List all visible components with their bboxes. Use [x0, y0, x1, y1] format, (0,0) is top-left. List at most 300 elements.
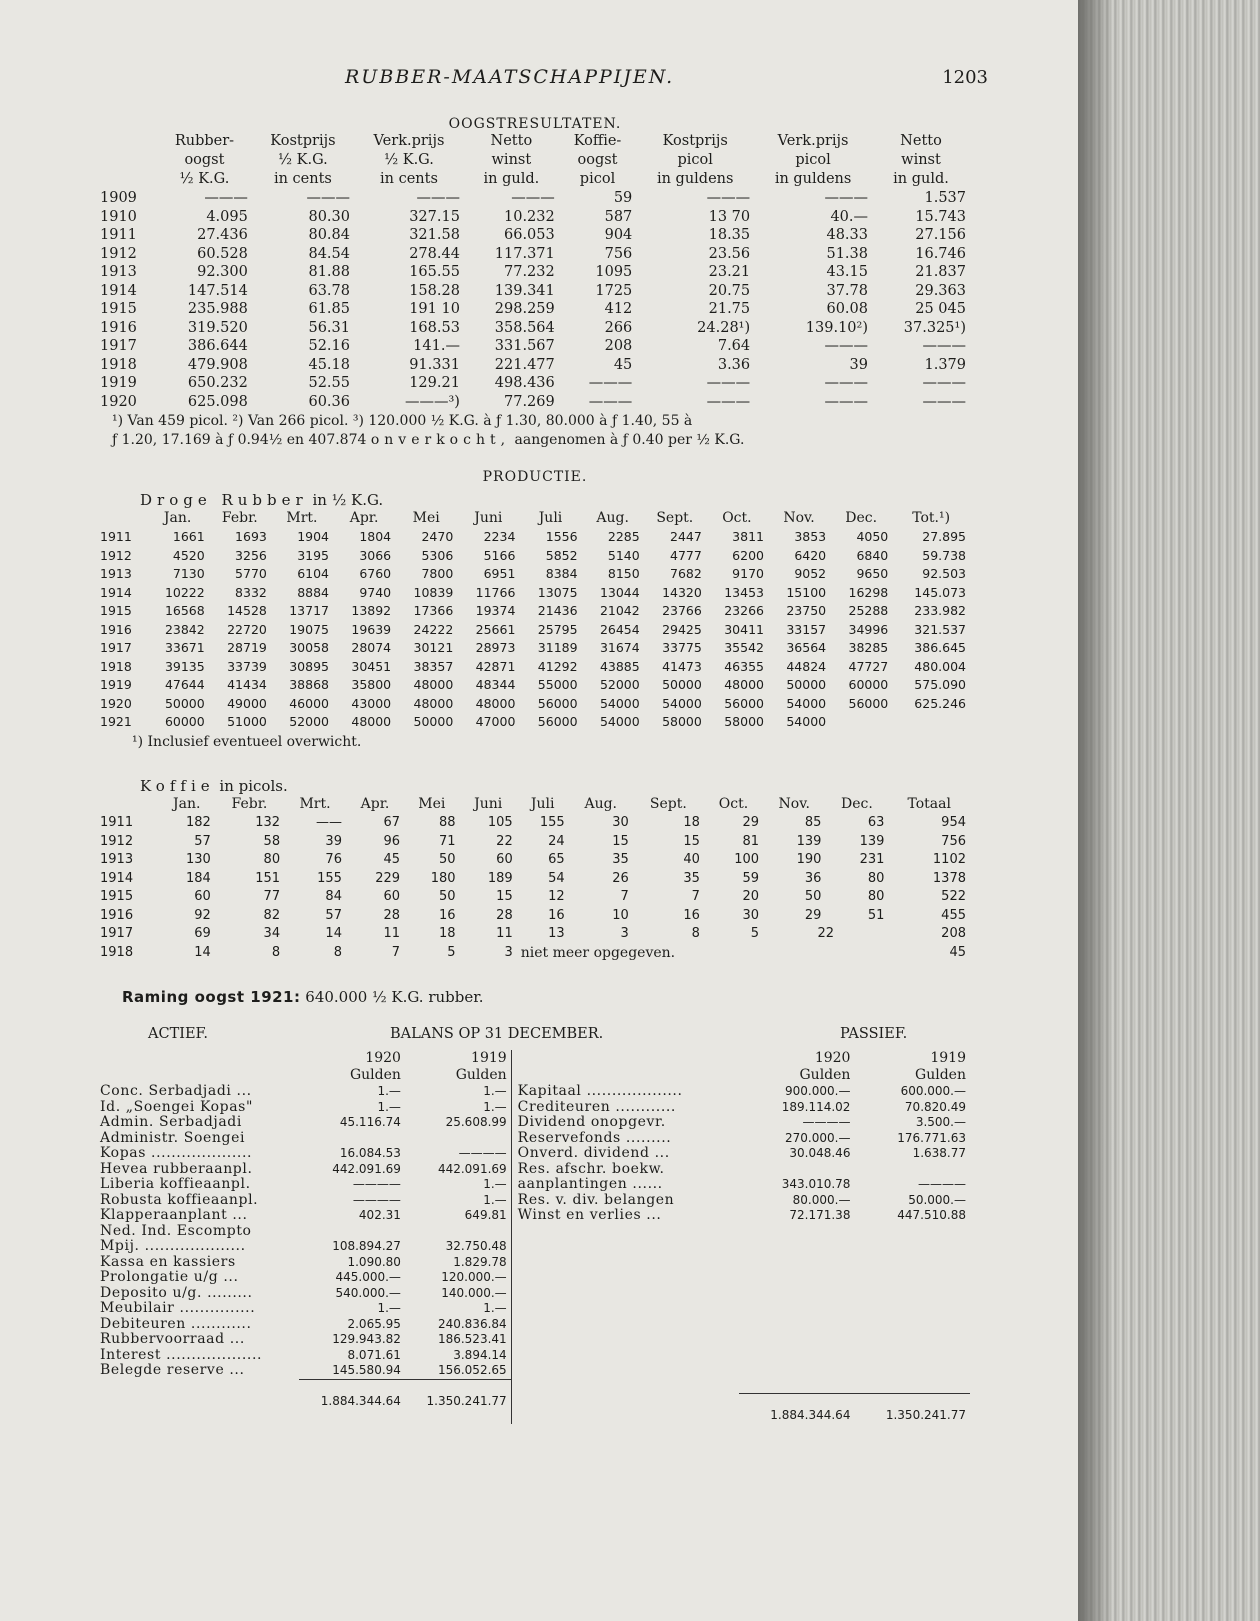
- productie-cell: 5166: [483, 547, 516, 563]
- oogst-cell: 60.36: [308, 393, 350, 410]
- koffie-cell: 13: [548, 926, 565, 941]
- actief-row: [100, 1224, 511, 1240]
- actief-label: Liberia koffieaanpl.: [100, 1176, 251, 1192]
- oogst-column-header: winst: [901, 152, 941, 168]
- koffie-cell: 11: [383, 926, 401, 941]
- koffie-year: 1915: [100, 889, 134, 904]
- actief-row: [100, 1270, 511, 1286]
- koffie-row: [100, 833, 970, 852]
- oogst-cell: 650.232: [187, 375, 248, 391]
- productie-cell: 58000: [724, 714, 764, 729]
- productie-cell: 23766: [662, 603, 702, 618]
- productie-cell: 19374: [475, 603, 516, 618]
- oogst-cell: 1.537: [924, 190, 966, 206]
- productie-cell: 23266: [724, 603, 764, 618]
- productie-cell: 2470: [421, 529, 454, 544]
- productie-cell: 30058: [289, 640, 329, 655]
- koffie-subtitle-spaced: Koffie: [140, 777, 215, 795]
- productie-column-header: Nov.: [783, 510, 815, 526]
- productie-cell: 48000: [413, 695, 454, 711]
- actief-value-1920: 16.084.53: [339, 1146, 401, 1160]
- productie-cell: 13044: [599, 584, 640, 600]
- passief-value-1919: [854, 1162, 970, 1178]
- actief-value-1919: 186.523.41: [437, 1332, 507, 1346]
- oogst-cell: 23.56: [708, 245, 751, 262]
- productie-cell: 2234: [483, 529, 516, 544]
- oogst-footnote-line2-a: ƒ 1.20, 17.169 à ƒ 0.94½ en 407.874: [112, 431, 367, 448]
- actief-row: [100, 1332, 511, 1348]
- productie-row: [100, 584, 970, 603]
- koffie-cell: 35: [612, 852, 629, 867]
- oogst-column-header: Netto: [900, 133, 942, 149]
- oogst-cell: ———: [824, 338, 868, 354]
- actief-value-1920: 129.943.82: [332, 1332, 401, 1346]
- oogst-cell: 59: [613, 190, 633, 206]
- koffie-cell: 60: [496, 852, 513, 867]
- productie-year: 1916: [100, 621, 132, 637]
- oogst-cell: 168.53: [409, 319, 460, 336]
- actief-value-1920: 1.—: [377, 1099, 401, 1114]
- koffie-table-body: [100, 814, 970, 925]
- actief-row: [100, 1115, 511, 1131]
- oogst-cell: 235.988: [187, 301, 248, 317]
- oogst-cell: 60.08: [826, 301, 868, 317]
- koffie-cell: 139: [796, 833, 822, 849]
- oogst-footnote-line1: ¹) Van 459 picol. ²) Van 266 picol. ³) 120.000 ½ K.G. à ƒ 1.30, 80.000 à ƒ 1.40, 55 à: [112, 413, 693, 429]
- productie-row: [100, 639, 970, 658]
- productie-subtitle-spaced: Droge Rubber: [140, 491, 308, 509]
- productie-cell: 26454: [599, 621, 640, 637]
- actief-value-1919: 25.608.99: [445, 1115, 507, 1129]
- actief-row: [100, 1301, 511, 1317]
- oogst-year: 1913: [100, 264, 137, 280]
- raming-label: Raming oogst 1921:: [122, 988, 301, 1006]
- actief-label: Deposito u/g. .........: [100, 1284, 253, 1301]
- koffie-cell: 50: [804, 889, 822, 904]
- oogst-column-header: Verk.prijs: [373, 133, 445, 149]
- oogst-cell: 37.325¹): [903, 319, 966, 336]
- actief-label: ACTIEF.: [148, 1026, 208, 1042]
- oogst-cell: 25 045: [915, 301, 966, 317]
- oogst-column-header: [100, 151, 157, 170]
- koffie-cell: 3: [620, 926, 629, 941]
- productie-column-header: Mrt.: [286, 510, 318, 526]
- productie-cell: 3066: [359, 547, 392, 563]
- koffie-column-header: Jan.: [173, 796, 201, 812]
- koffie-cell: 26: [612, 870, 629, 886]
- koffie-column-header: Juni: [474, 796, 503, 812]
- productie-cell: 16568: [164, 603, 205, 618]
- koffie-cell: 8: [271, 944, 281, 960]
- koffie-row-1917: [100, 925, 970, 944]
- raming: [122, 988, 970, 1006]
- oogst-cell: 1095: [595, 264, 633, 280]
- oogst-row: [100, 356, 970, 375]
- koffie-cell: 80: [263, 852, 281, 867]
- productie-cell: 19639: [351, 621, 392, 637]
- oogst-column-header: in cents: [273, 171, 332, 187]
- oogst-cell: 1725: [595, 282, 633, 299]
- actief-year-1920: 1920: [365, 1050, 401, 1066]
- passief-value-1920: [739, 1162, 855, 1178]
- productie-cell: 35542: [724, 640, 764, 655]
- actief-unit-1919: Gulden: [455, 1067, 507, 1083]
- koffie-subtitle-rest: in picols.: [219, 777, 288, 795]
- oogst-cell: 587: [604, 208, 633, 225]
- passief-value-1919: 3.500.—: [915, 1115, 966, 1129]
- productie-row: [100, 565, 970, 584]
- koffie-cell: 180: [430, 870, 456, 886]
- koffie-cell: 20: [742, 889, 760, 904]
- productie-cell: 9650: [856, 566, 889, 581]
- oogst-column-header: in guldens: [774, 171, 852, 187]
- koffie-cell: 11: [496, 926, 513, 941]
- productie-column-header: Oct.: [722, 510, 752, 526]
- productie-cell: 5852: [545, 547, 578, 563]
- productie-cell: 7800: [421, 566, 454, 581]
- actief-value-1919: 649.81: [464, 1208, 507, 1222]
- koffie-row-1918: [100, 944, 970, 963]
- koffie-year: 1913: [100, 852, 134, 867]
- koffie-year: 1914: [100, 870, 134, 886]
- passief-row: [518, 1146, 970, 1162]
- productie-cell: 56000: [724, 695, 764, 711]
- koffie-cell: 92: [194, 907, 211, 923]
- actief-value-1919: 32.750.48: [445, 1239, 507, 1253]
- productie-cell: 48344: [475, 677, 516, 692]
- koffie-cell: 45: [383, 852, 401, 867]
- productie-cell: 13075: [537, 584, 578, 600]
- koffie-cell: 3: [504, 944, 513, 960]
- koffie-column-header: Nov.: [778, 796, 810, 812]
- productie-cell: 3195: [297, 547, 329, 563]
- productie-cell: 33157: [786, 621, 827, 637]
- koffie-subtitle: [140, 777, 970, 795]
- productie-cell: 38868: [289, 677, 329, 692]
- passief-value-1920: 900.000.—: [785, 1084, 851, 1098]
- actief-value-1920: 2.065.95: [347, 1316, 401, 1331]
- oogst-cell: ———: [306, 190, 350, 206]
- koffie-cell: 8: [333, 944, 342, 960]
- binding-shadow: [1078, 0, 1114, 1621]
- koffie-cell: 96: [383, 833, 401, 849]
- koffie-cell: 139: [859, 833, 885, 849]
- productie-footnote: ¹) Inclusief eventueel overwicht.: [132, 733, 362, 750]
- koffie-table: [100, 795, 970, 962]
- oogst-cell: ———: [922, 338, 966, 354]
- actief-row: [100, 1208, 511, 1224]
- koffie-cell-nov-dec: 22: [817, 926, 835, 941]
- oogst-cell: 158.28: [409, 282, 460, 299]
- actief-row: [100, 1255, 511, 1271]
- productie-cell: 43000: [351, 695, 392, 711]
- productie-cell: 23842: [164, 621, 205, 637]
- productie-cell: 33739: [227, 658, 267, 674]
- oogst-table: [100, 132, 970, 411]
- productie-row: [100, 713, 970, 732]
- productie-cell: 50000: [662, 677, 702, 692]
- koffie-table-head: [100, 795, 970, 814]
- oogst-cell: 208: [604, 338, 633, 354]
- passief-value-1919: 1.638.77: [912, 1146, 966, 1160]
- actief-total-row: [100, 1379, 511, 1409]
- oogst-table-body: [100, 189, 970, 411]
- oogst-row: [100, 337, 970, 356]
- productie-cell: 9170: [732, 566, 764, 581]
- koffie-cell: 155: [539, 815, 565, 830]
- oogst-cell: 165.55: [409, 264, 460, 280]
- oogst-footnote-line2: [112, 431, 970, 450]
- oogst-cell: 3.36: [717, 356, 751, 373]
- oogst-column-header: winst: [491, 152, 532, 168]
- koffie-cell: 57: [194, 833, 211, 849]
- koffie-row: [100, 851, 970, 870]
- oogst-cell: 52.55: [308, 375, 350, 391]
- koffie-column-header: Aug.: [584, 796, 617, 812]
- productie-row: [100, 528, 970, 547]
- passief-value-1919: ————: [918, 1177, 966, 1191]
- productie-cell: 50000: [786, 677, 827, 692]
- actief-label: Kassa en kassiers: [100, 1253, 236, 1270]
- productie-cell: 8150: [607, 566, 640, 581]
- koffie-cell: 954: [941, 815, 966, 830]
- oogst-column-header: picol: [795, 152, 831, 168]
- productie-cell: 23750: [786, 603, 827, 618]
- koffie-cell: 40: [683, 852, 700, 867]
- actief-row: [100, 1162, 511, 1178]
- productie-cell: 50000: [413, 714, 454, 729]
- koffie-year: 1912: [100, 833, 134, 849]
- oogst-column-header: Kostprijs: [662, 133, 728, 149]
- productie-cell: 5770: [235, 566, 267, 581]
- koffie-cell: 76: [325, 852, 342, 867]
- actief-value-1919: 1.—: [483, 1084, 507, 1098]
- oogst-cell: 139.341: [494, 282, 555, 299]
- productie-cell: 25795: [537, 621, 578, 637]
- koffie-column-header: [100, 795, 159, 814]
- koffie-cell: 28: [383, 907, 401, 923]
- koffie-cell: 63: [867, 815, 885, 830]
- passief-value-1920: 72.171.38: [789, 1208, 851, 1222]
- koffie-cell: 100: [734, 852, 760, 867]
- actief-years-row: [100, 1050, 511, 1067]
- productie-column-header: Febr.: [221, 510, 258, 526]
- actief-label: Ned. Ind. Escompto: [100, 1222, 252, 1239]
- oogst-cell: 117.371: [494, 245, 555, 262]
- oogst-header-row: [100, 132, 970, 151]
- productie-cell: 1804: [359, 529, 392, 544]
- productie-cell: [830, 713, 892, 732]
- productie-cell: 38357: [413, 658, 454, 674]
- productie-cell: 14528: [227, 603, 267, 618]
- oogst-year: 1916: [100, 319, 137, 336]
- running-header: [100, 66, 988, 88]
- oogst-cell: 221.477: [494, 356, 555, 373]
- productie-cell: 48000: [351, 714, 392, 729]
- productie-cell: 17366: [413, 603, 454, 618]
- koffie-cell: 65: [548, 852, 565, 867]
- passief-corner: [518, 1067, 739, 1084]
- oogst-row: [100, 393, 970, 412]
- actief-label: Administr. Soengei: [100, 1129, 246, 1146]
- productie-cell: 60000: [164, 714, 205, 729]
- productie-cell: 480.004: [914, 658, 966, 674]
- koffie-cell: 132: [255, 815, 281, 830]
- productie-cell: 51000: [227, 714, 267, 729]
- productie-cell: 92.503: [922, 566, 966, 581]
- oogst-column-header: in guld.: [483, 171, 540, 187]
- oogst-year: 1917: [100, 338, 137, 354]
- koffie-cell: 69: [194, 926, 211, 941]
- productie-cell: 6951: [483, 566, 516, 581]
- koffie-cell: 231: [859, 852, 885, 867]
- oogst-cell: 386.644: [187, 338, 248, 354]
- productie-table-body: [100, 528, 970, 732]
- oogst-header-row: [100, 170, 970, 189]
- productie-cell: 8332: [235, 584, 267, 600]
- koffie-cell: 81: [742, 833, 760, 849]
- productie-cell: [892, 713, 970, 732]
- koffie-cell: 15: [496, 889, 513, 904]
- koffie-cell: 88: [439, 815, 456, 830]
- productie-cell: 29425: [662, 621, 702, 637]
- productie-cell: 46000: [289, 695, 329, 711]
- oogst-row: [100, 245, 970, 264]
- koffie-cell: 10: [612, 907, 629, 923]
- productie-cell: 24222: [413, 621, 454, 637]
- productie-subtitle: [140, 491, 970, 509]
- productie-cell: 47000: [475, 714, 516, 729]
- passief-label: Res. afschr. boekw.: [517, 1160, 665, 1177]
- oogst-column-header: Rubber-: [174, 133, 235, 149]
- oogst-cell: ———: [588, 393, 633, 410]
- koffie-note: niet meer opgegeven.: [520, 944, 676, 961]
- koffie-cell: 58: [263, 833, 281, 849]
- passief-corner: [518, 1050, 739, 1067]
- koffie-cell: 14: [325, 926, 342, 941]
- productie-year: 1919: [100, 677, 132, 692]
- oogst-cell: 56.31: [308, 319, 350, 336]
- productie-cell: 7130: [172, 566, 205, 581]
- oogst-cell: 321.58: [409, 227, 460, 243]
- productie-cell: 30895: [289, 658, 329, 674]
- oogst-row: [100, 189, 970, 208]
- running-title: RUBBER-MAATSCHAPPIJEN.: [345, 66, 675, 88]
- oogst-cell: 358.564: [494, 319, 555, 336]
- oogst-cell: 10.232: [504, 208, 555, 225]
- oogst-year: 1918: [100, 356, 137, 373]
- actief-value-1919: 3.894.14: [453, 1347, 507, 1362]
- oogst-cell: ———: [416, 190, 460, 206]
- oogst-footnote-line2-b: onverkocht,: [370, 431, 511, 448]
- productie-cell: 58000: [662, 714, 702, 729]
- oogst-cell: 327.15: [409, 208, 460, 225]
- oogst-row: [100, 226, 970, 245]
- productie-cell: 38285: [848, 640, 889, 655]
- koffie-cell: 24: [548, 833, 565, 849]
- oogst-row: [100, 208, 970, 227]
- actief-corner: [100, 1050, 299, 1067]
- balans-title: BALANS OP 31 DECEMBER.: [390, 1026, 604, 1042]
- actief-row: [100, 1317, 511, 1333]
- koffie-cell: 130: [185, 852, 211, 867]
- actief-label: Mpij. ....................: [100, 1238, 246, 1254]
- koffie-cell: 5: [447, 944, 456, 960]
- koffie-cell: 34: [263, 926, 281, 941]
- actief-value-1919: [405, 1224, 511, 1240]
- koffie-total: 45: [949, 944, 966, 960]
- oogst-cell: 7.64: [717, 338, 751, 354]
- productie-cell: 21436: [537, 603, 578, 618]
- passief-total: [518, 1224, 970, 1424]
- oogst-cell: 92.300: [197, 264, 248, 280]
- actief-label: Belegde reserve ...: [100, 1362, 245, 1379]
- koffie-cell: 1378: [932, 870, 966, 886]
- koffie-cell: 77: [263, 889, 281, 904]
- actief-value-1920: 8.071.61: [347, 1347, 401, 1362]
- book-page-edges: [1078, 0, 1260, 1621]
- actief-table-head: [100, 1050, 511, 1084]
- productie-cell: 31674: [599, 640, 640, 655]
- oogst-cell: 80.84: [308, 227, 350, 243]
- koffie-cell: 84: [325, 889, 342, 904]
- passief-row: [518, 1162, 970, 1178]
- oogst-cell: ———: [922, 375, 966, 391]
- koffie-cell: 455: [941, 907, 966, 923]
- actief-value-1920: 1.090.80: [347, 1254, 401, 1269]
- passief-label: Res. v. div. belangen: [517, 1191, 675, 1208]
- passief-label: Crediteuren ............: [517, 1098, 676, 1115]
- koffie-cell: 22: [496, 833, 513, 849]
- koffie-cell: 28: [496, 907, 513, 923]
- passief-table: [518, 1050, 970, 1424]
- oogst-cell: 18.35: [708, 227, 751, 243]
- oogst-row: [100, 282, 970, 301]
- passief-row: [518, 1193, 970, 1209]
- productie-column-header: Mei: [412, 510, 440, 526]
- koffie-cell: 60: [383, 889, 401, 904]
- oogst-column-header: ½ K.G.: [179, 171, 230, 187]
- productie-year: 1915: [100, 603, 132, 618]
- passief-row: [518, 1084, 970, 1100]
- koffie-cell: 16: [683, 907, 700, 923]
- koffie-cell: 1102: [932, 852, 966, 867]
- productie-row: [100, 658, 970, 677]
- actief-value-1919: 1.—: [483, 1177, 507, 1191]
- oogst-cell: 756: [604, 245, 633, 262]
- oogst-cell: 1.379: [924, 356, 966, 373]
- productie-cell: 6104: [297, 566, 329, 581]
- productie-cell: 14320: [662, 584, 702, 600]
- productie-row: [100, 695, 970, 714]
- koffie-column-header: Juli: [530, 796, 555, 812]
- koffie-cell: 36: [804, 870, 822, 886]
- koffie-cell: 7: [620, 889, 629, 904]
- passief-total-row: [518, 1394, 970, 1424]
- oogst-row: [100, 319, 970, 338]
- passief-label: Reservefonds .........: [517, 1129, 672, 1146]
- oogst-cell: 52.16: [308, 338, 350, 354]
- passief-unit-1920: Gulden: [799, 1067, 851, 1083]
- koffie-cell: 7: [691, 889, 700, 904]
- productie-column-header: Jan.: [163, 510, 192, 526]
- productie-cell: 1693: [235, 529, 267, 544]
- balans-header: [100, 1026, 970, 1048]
- oogst-row: [100, 263, 970, 282]
- koffie-table-tail: [100, 925, 970, 962]
- productie-column-header: Apr.: [349, 510, 379, 526]
- productie-cell: 7682: [670, 566, 702, 581]
